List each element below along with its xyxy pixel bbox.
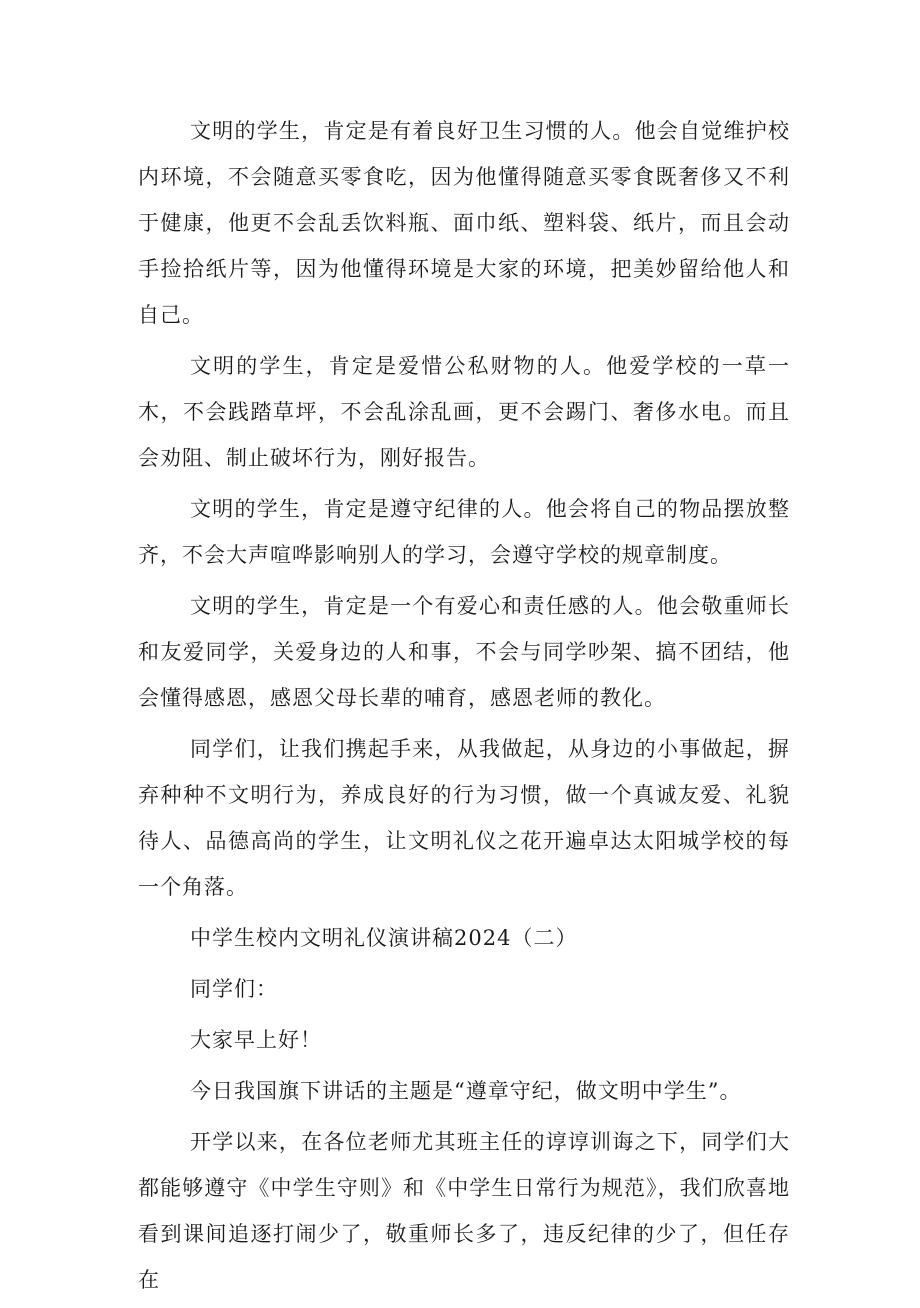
paragraph-discipline: 文明的学生，肯定是遵守纪律的人。他会将自己的物品摆放整齐，不会大声喧哗影响别人的学习，会遵守学校的规章制度。 xyxy=(138,497,790,567)
theme-line: 今日我国旗下讲话的主题是“遵章守纪，做文明中学生”。 xyxy=(190,1079,742,1103)
paragraph-hygiene: 文明的学生，肯定是有着良好卫生习惯的人。他会自觉维护校内环境，不会随意买零食吃，因为他懂得随意买零食既奢侈又不利于健康，他更不会乱丢饮料瓶、面巾纸、塑料袋、纸片，而且会动手捡拾纸片等，因为他懂得环境是大家的环境，把美妙留给他人和自己。 xyxy=(138,119,790,327)
section-title: 中学生校内文明礼仪演讲稿2024（二） xyxy=(190,926,578,950)
paragraph-caring: 文明的学生，肯定是一个有爱心和责任感的人。他会敬重师长和友爱同学，关爱身边的人和事，不会与同学吵架、搞不团结，他会懂得感恩，感恩父母长辈的哺育，感恩老师的教化。 xyxy=(138,594,790,710)
salutation: 同学们： xyxy=(190,977,278,1001)
paragraph-since-term-start: 开学以来，在各位老师尤其班主任的谆谆训诲之下，同学们大都能够遵守《中学生守则》和《中学生日常行为规范》，我们欣喜地看到课间追逐打闹少了，敬重师长多了，违反纪律的少了，但任存在 xyxy=(138,1130,790,1292)
document-body xyxy=(138,108,790,1308)
paragraph-call-to-action: 同学们，让我们携起手来，从我做起，从身边的小事做起，摒弃种种不文明行为，养成良好的行为习惯，做一个真诚友爱、礼貌待人、品德高尚的学生，让文明礼仪之花开遍卓达太阳城学校的每一个角落。 xyxy=(138,737,790,899)
paragraph-property: 文明的学生，肯定是爱惜公私财物的人。他爱学校的一草一木，不会践踏草坪，不会乱涂乱画，更不会踢门、奢侈水电。而且会劝阻、制止破坏行为，刚好报告。 xyxy=(138,354,790,470)
greeting: 大家早上好！ xyxy=(190,1028,322,1052)
